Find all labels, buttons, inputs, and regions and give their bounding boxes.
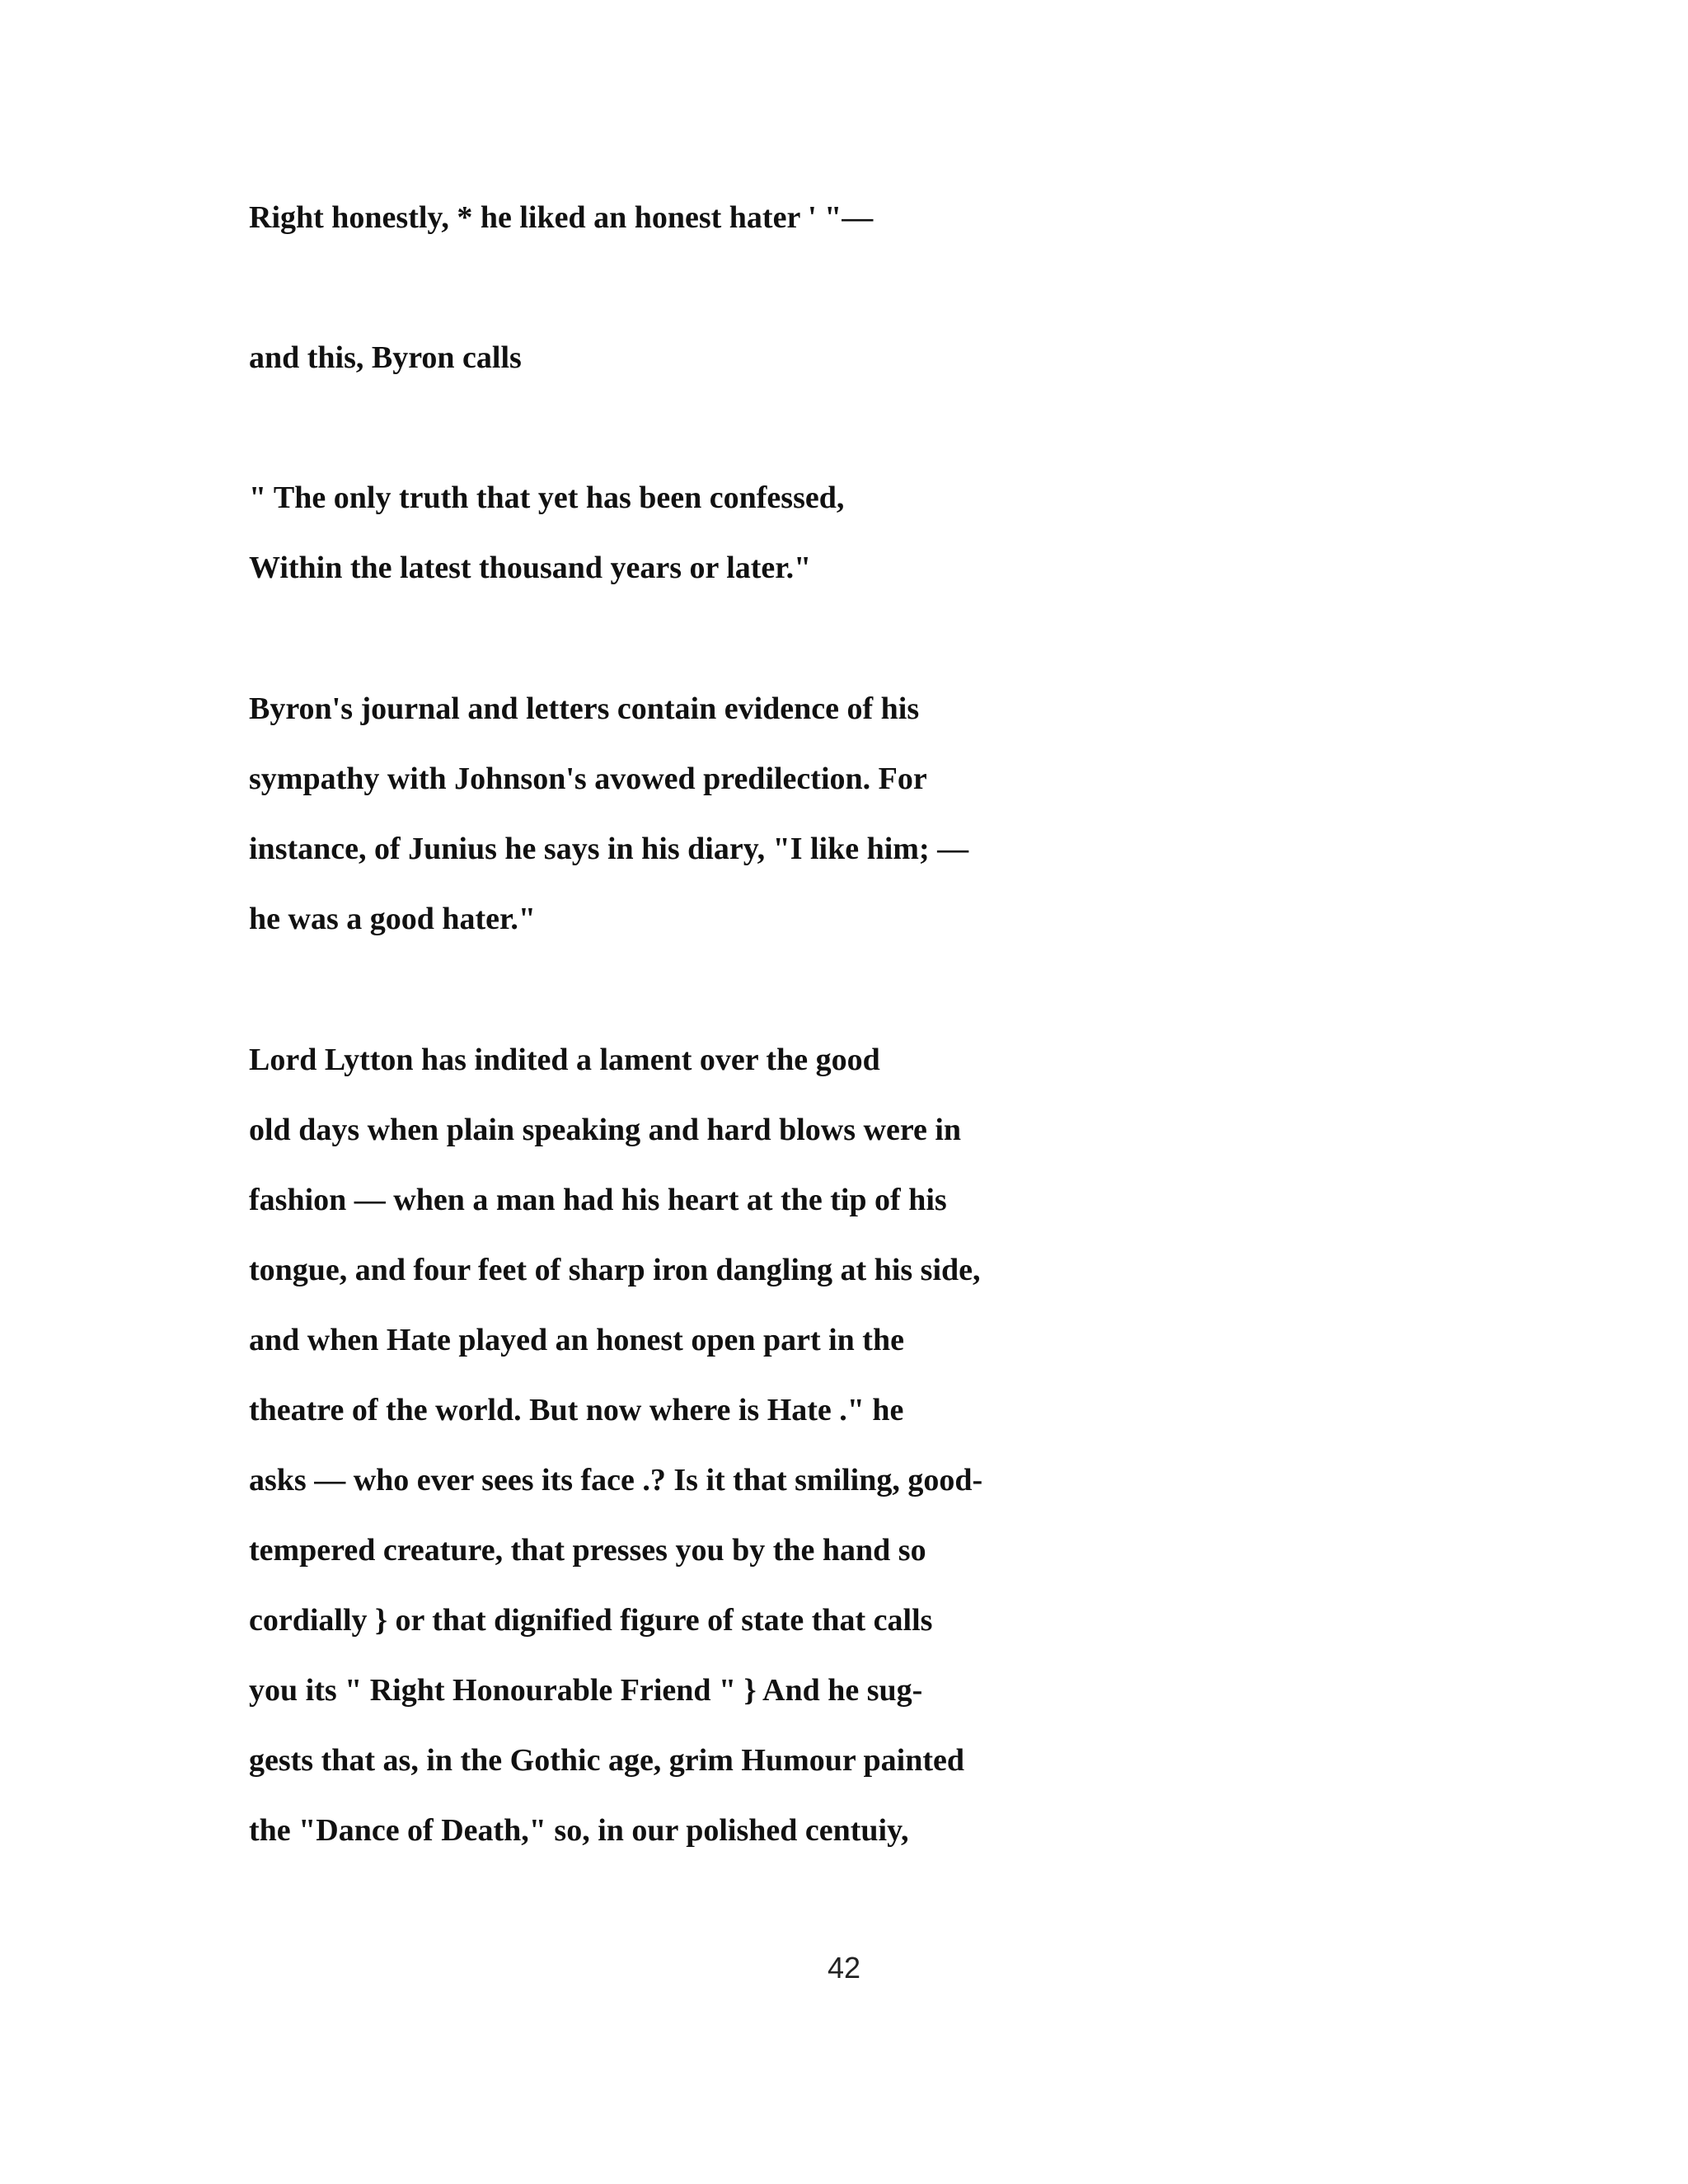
text-line: cordially } or that dignified figure of state that calls xyxy=(249,1603,933,1638)
text-line: theatre of the world. But now where is Hate ." he xyxy=(249,1393,904,1427)
text-line: Byron's journal and letters contain evidence of his xyxy=(249,691,920,726)
text-line: fashion — when a man had his heart at the tip of his xyxy=(249,1183,947,1217)
text-line: Right honestly, * he liked an honest hater ' "— xyxy=(249,200,874,235)
text-line: and this, Byron calls xyxy=(249,340,522,375)
text-line: tempered creature, that presses you by the hand so xyxy=(249,1533,926,1568)
text-line: Lord Lytton has indited a lament over the good xyxy=(249,1043,880,1077)
text-line: and when Hate played an honest open part in the xyxy=(249,1323,904,1357)
text-line: gests that as, in the Gothic age, grim Humour painted xyxy=(249,1743,965,1778)
text-line: the "Dance of Death," so, in our polished centuiy, xyxy=(249,1813,909,1848)
text-line: tongue, and four feet of sharp iron dangling at his side, xyxy=(249,1253,981,1287)
text-line: " The only truth that yet has been confessed, xyxy=(249,480,845,515)
text-line: you its " Right Honourable Friend " } And he sug- xyxy=(249,1673,923,1708)
text-line: sympathy with Johnson's avowed predilection. For xyxy=(249,762,927,796)
text-line: old days when plain speaking and hard blows were in xyxy=(249,1113,962,1147)
text-line: asks — who ever sees its face .? Is it that smiling, good- xyxy=(249,1463,983,1497)
page-number: 42 xyxy=(827,1951,861,1985)
text-line: instance, of Junius he says in his diary, "I like him; — xyxy=(249,832,969,866)
text-line: he was a good hater." xyxy=(249,902,536,936)
text-line: Within the latest thousand years or later." xyxy=(249,551,812,585)
